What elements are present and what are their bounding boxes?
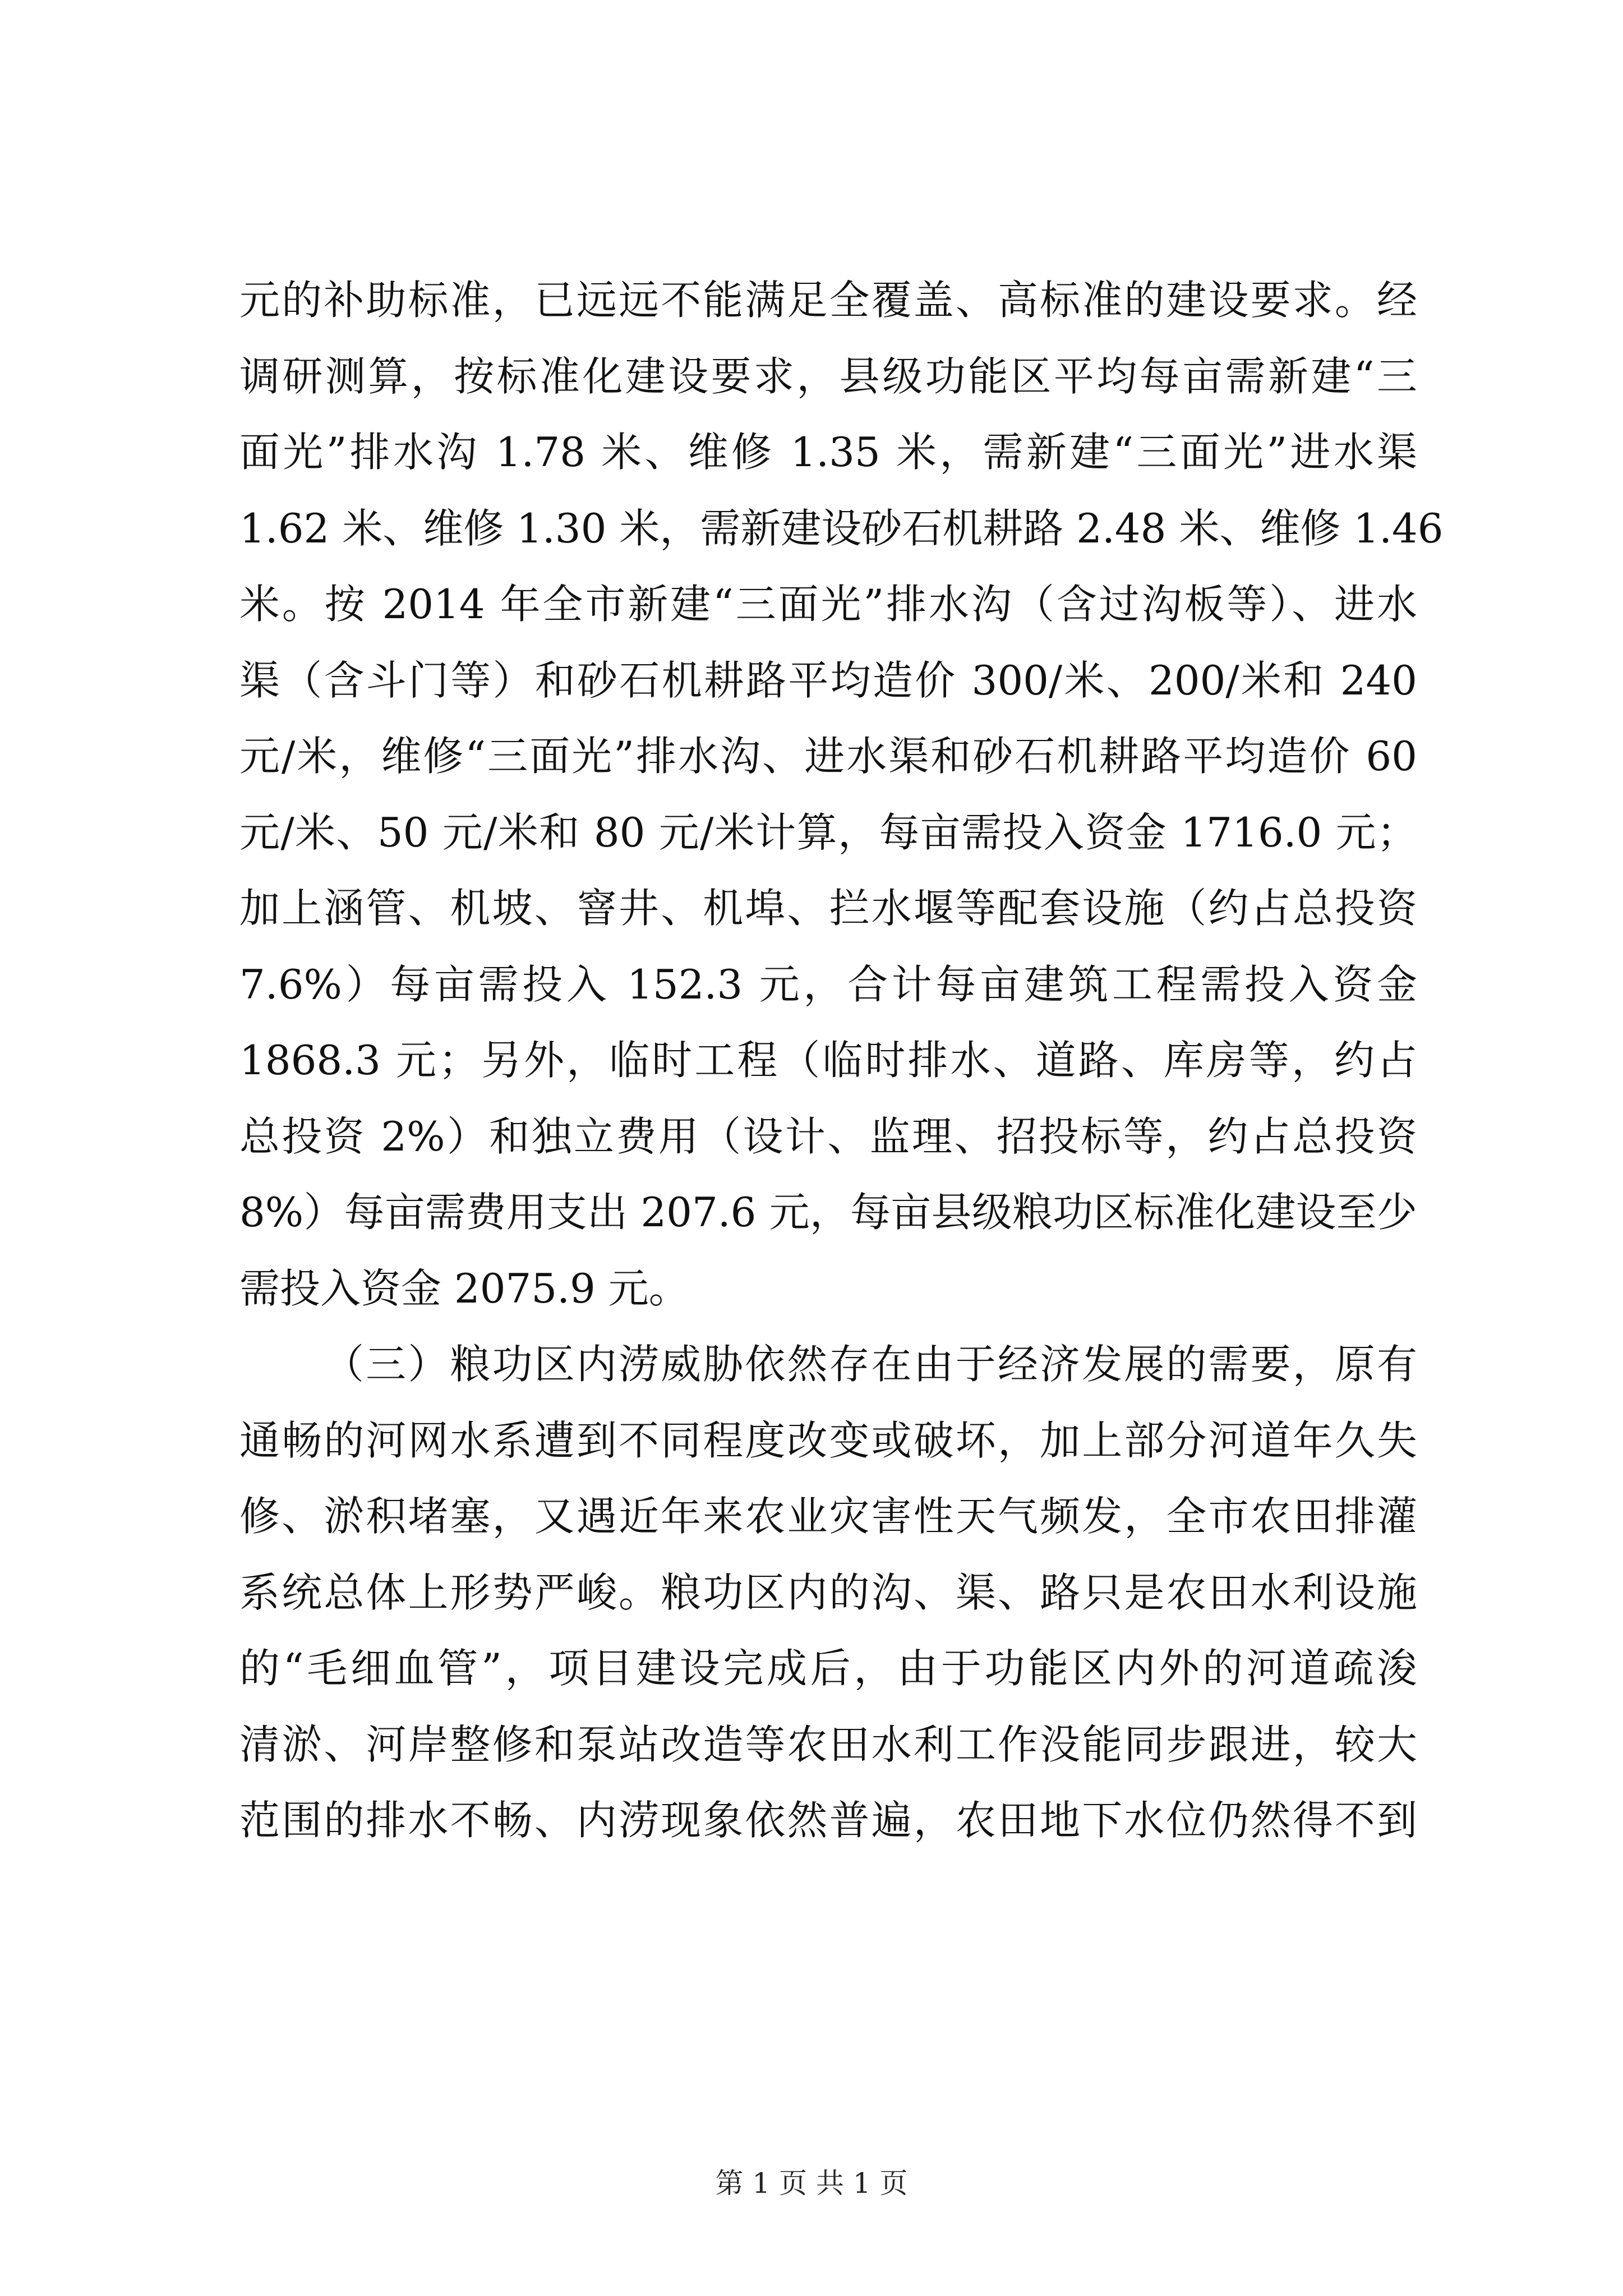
text-line: 1.62 米、维修 1.30 米，需新建设砂石机耕路 2.48 米、维修 1.46 <box>239 504 1444 552</box>
text-line: 加上涵管、机坡、窨井、机埠、拦水堰等配套设施（约占总投资 <box>239 885 1417 932</box>
text-line: 元/米、50 元/米和 80 元/米计算，每亩需投入资金 1716.0 元； <box>239 808 1417 856</box>
text-line: 清淤、河岸整修和泵站改造等农田水利工作没能同步跟进，较大 <box>239 1720 1417 1768</box>
page-footer: 第 1 页 共 1 页 <box>715 2167 908 2200</box>
text-line: 修、淤积堵塞，又遇近年来农业灾害性天气频发，全市农田排灌 <box>239 1493 1417 1540</box>
text-line: 调研测算，按标准化建设要求，县级功能区平均每亩需新建“三 <box>239 352 1417 400</box>
text-line: 需投入资金 2075.9 元。 <box>239 1264 689 1312</box>
text-line: 8%）每亩需费用支出 207.6 元，每亩县级粮功区标准化建设至少 <box>239 1189 1417 1236</box>
text-line: 的“毛细血管”，项目建设完成后，由于功能区内外的河道疏浚 <box>239 1645 1417 1692</box>
text-line: 米。按 2014 年全市新建“三面光”排水沟（含过沟板等）、进水 <box>239 581 1417 628</box>
text-line: 范围的排水不畅、内涝现象依然普遍，农田地下水位仍然得不到 <box>239 1797 1417 1844</box>
text-line: 面光”排水沟 1.78 米、维修 1.35 米，需新建“三面光”进水渠 <box>239 429 1417 476</box>
body-text <box>239 263 1444 1859</box>
text-line: 总投资 2%）和独立费用（设计、监理、招投标等，约占总投资 <box>239 1112 1417 1160</box>
text-line: 通畅的河网水系遭到不同程度改变或破坏，加上部分河道年久失 <box>239 1416 1417 1464</box>
section-heading-line: （三）粮功区内涝威胁依然存在由于经济发展的需要，原有 <box>324 1341 1417 1388</box>
text-line: 系统总体上形势严峻。粮功区内的沟、渠、路只是农田水利设施 <box>239 1568 1417 1616</box>
text-line: 元/米，维修“三面光”排水沟、进水渠和砂石机耕路平均造价 60 <box>239 733 1417 780</box>
text-line: 7.6%）每亩需投入 152.3 元，合计每亩建筑工程需投入资金 <box>239 960 1417 1008</box>
text-line: 1868.3 元；另外，临时工程（临时排水、道路、库房等，约占 <box>239 1037 1417 1084</box>
text-line: 渠（含斗门等）和砂石机耕路平均造价 300/米、200/米和 240 <box>239 656 1417 704</box>
text-line: 元的补助标准，已远远不能满足全覆盖、高标准的建设要求。经 <box>239 277 1417 324</box>
